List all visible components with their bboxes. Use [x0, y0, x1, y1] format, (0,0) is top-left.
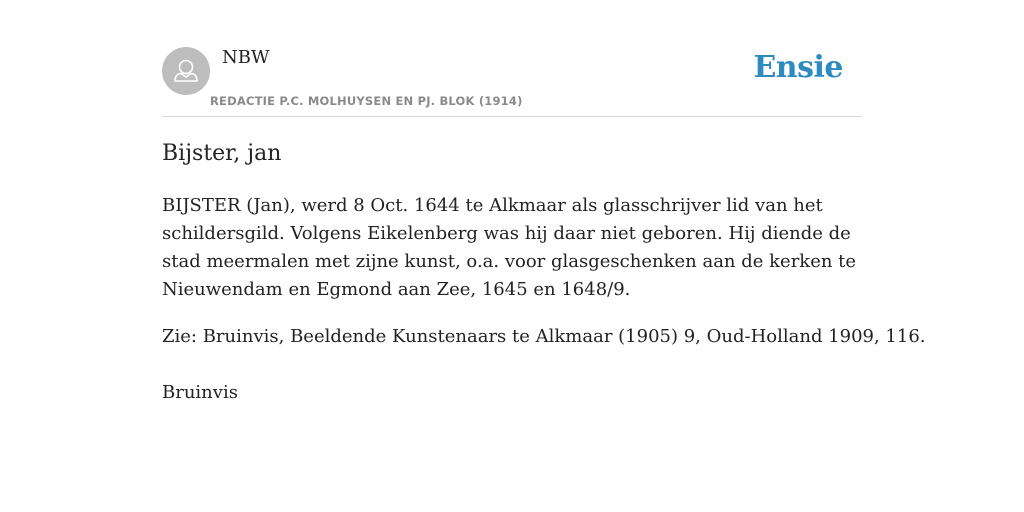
- user-silhouette-icon: [162, 47, 210, 95]
- source-subtitle: REDACTIE P.C. MOLHUYSEN EN PJ. BLOK (1914): [210, 94, 523, 108]
- brand-logo[interactable]: Ensie: [753, 50, 843, 85]
- article-author[interactable]: Bruinvis: [162, 382, 238, 403]
- article-reference: Zie: Bruinvis, Beeldende Kunstenaars te Alkmaar (1905) 9, Oud-Holland 1909, 116.: [162, 326, 926, 347]
- article-title: Bijster, jan: [162, 141, 282, 166]
- source-name[interactable]: NBW: [222, 47, 270, 68]
- article-paragraph: BIJSTER (Jan), werd 8 Oct. 1644 te Alkmaar als glasschrijver lid van het schildersgild. Volgens Eikelenberg was hij daar niet geboren. Hij diende de stad meermalen met zijne kunst, o.a. voor glasgeschenken aan de kerken te Nieuwendam en Egmond aan Zee, 1645 en 1648/9.: [162, 195, 857, 300]
- source-avatar[interactable]: [162, 47, 210, 95]
- source-header: [162, 0, 862, 117]
- article-card: [162, 0, 926, 403]
